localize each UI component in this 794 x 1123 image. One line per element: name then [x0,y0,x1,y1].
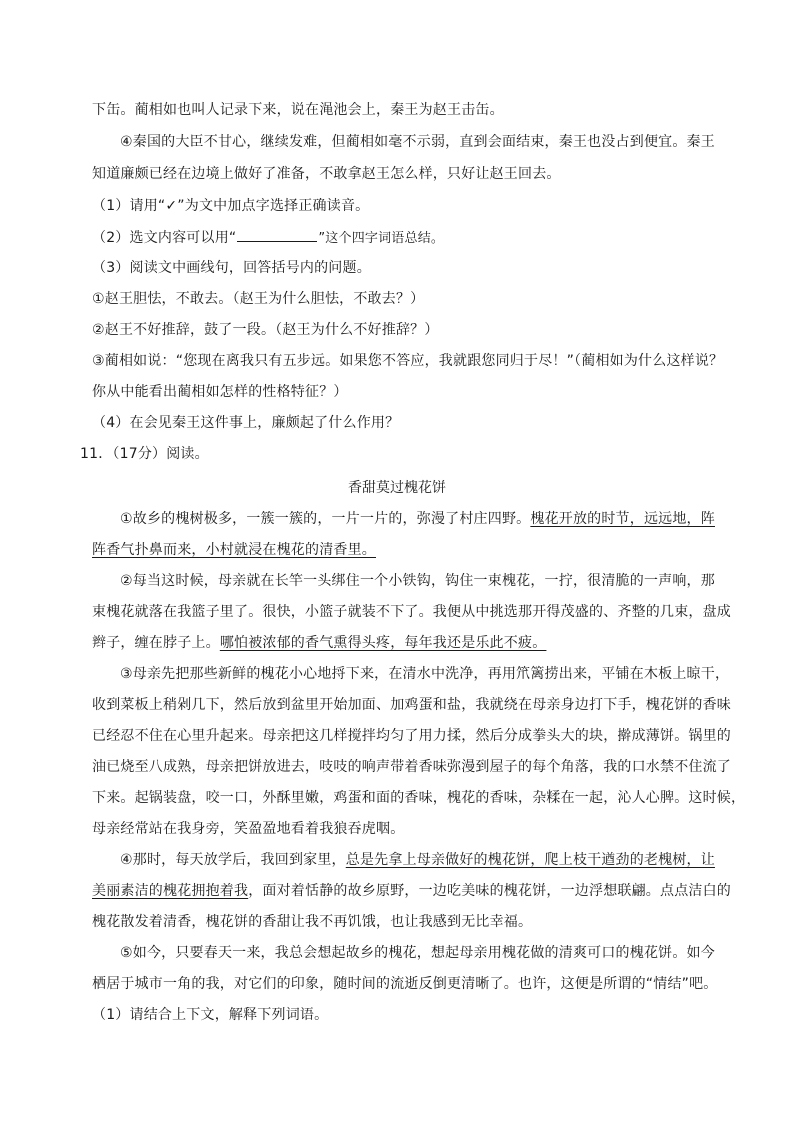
passage-line: 下缶。蔺相如也叫人记录下来，说在渑池会上，秦王为赵王击缶。 [92,102,504,118]
paragraph-3-line-5: 下来。起锅装盘，咬一口，外酥里嫩，鸡蛋和面的香味，槐花的香味，杂糅在一起，沁人心脾。这时候， [92,790,746,806]
question-10-3: （3）阅读文中画线句，回答括号内的问题。 [92,260,371,276]
paragraph-4-line-3: 槐花散发着清香，槐花饼的香甜让我不再饥饿，也让我感到无比幸福。 [92,914,533,930]
paragraph-3-line-1: ③母亲先把那些新鲜的槐花小心地捋下来，在清水中洗净，再用笊篱捞出来，平铺在木板上晾干， [120,666,730,682]
question-10-2-prefix: （2）选文内容可以用“ [92,230,237,246]
underlined-sentence: 美丽素洁的槐花拥抱着我 [92,883,249,899]
paragraph-3-line-6: 母亲经常站在我身旁，笑盈盈地看着我狼吞虎咽。 [92,821,405,837]
passage-paragraph-4-line-1: ④秦国的大臣不甘心，继续发难，但蔺相如毫不示弱，直到会面结束，秦王也没占到便宜。秦王 [120,134,715,150]
paragraph-2-line-2: 束槐花就落在我篮子里了。很快，小篮子就装不下了。我便从中挑选那开得茂盛的、齐整的几束，盘成 [92,604,731,620]
paragraph-2-line-3 [92,633,722,653]
paragraph-4-line-1 [120,850,722,870]
paragraph-3-line-3: 已经忍不住在心里升起来。母亲把这几样搅拌均匀了用力揉，然后分成拳头大的块，擀成薄饼。锅里的 [92,728,731,744]
paragraph-5-line-1: ⑤如今，只要春天一来，我总会想起故乡的槐花，想起母亲用槐花做的清爽可口的槐花饼。如今 [120,945,715,961]
paragraph-3-line-4: 油已烧至八成熟，母亲把饼放进去，吱吱的响声带着香味弥漫到屋子的每个角落，我的口水禁不住流了 [92,759,731,775]
question-10-1: （1）请用“✓”为文中加点字选择正确读音。 [92,198,370,214]
paragraph-2-text: 辫子，缠在脖子上。 [92,635,220,651]
question-10-2 [92,227,722,249]
paragraph-2-line-1: ②每当这时候，母亲就在长竿一头绑住一个小铁钩，钩住一束槐花，一拧，很清脆的一声响，那 [120,573,715,589]
paragraph-3-line-2: 收到菜板上稍剁几下，然后放到盆里开始加面、加鸡蛋和盐，我就绕在母亲身边打下手，槐花饼的香味 [92,697,731,713]
underlined-sentence: 阵香气扑鼻而来，小村就浸在槐花的清香里。 [92,542,376,558]
underlined-sentence: 哪怕被浓郁的香气熏得头疼，每年我还是乐此不疲。 [219,635,547,651]
question-10-3-sentence-3-line-1: ③蔺相如说：“您现在离我只有五步远。如果您不答应，我就跟您同归于尽！”（蔺相如为什么这样说？ [92,353,724,369]
question-10-2-suffix: ”这个四字词语总结。 [318,231,445,246]
question-10-3-sentence-1: ①赵王胆怯，不敢去。（赵王为什么胆怯，不敢去？） [92,291,425,307]
paragraph-4-line-2 [92,881,732,901]
paragraph-4-text: ，面对着恬静的故乡原野，一边吃美味的槐花饼，一边浮想联翩。点点洁白的 [248,883,732,899]
answer-blank[interactable] [237,227,317,242]
question-10-3-sentence-3-line-2: 你从中能看出蔺相如怎样的性格特征？） [92,384,348,400]
passage-paragraph-4-line-2: 知道廉颇已经在边境上做好了准备，不敢拿赵王怎么样，只好让赵王回去。 [92,166,561,182]
underlined-sentence: 总是先拿上母亲做好的槐花饼，爬上枝干遒劲的老槐树，让 [345,852,715,868]
paragraph-4-text: ④那时，每天放学后，我回到家里， [120,852,346,868]
question-10-3-sentence-2: ②赵王不好推辞，鼓了一段。（赵王为什么不好推辞？） [92,322,439,338]
paragraph-1-text: ①故乡的槐树极多，一簇一簇的，一片一片的，弥漫了村庄四野。 [120,511,531,527]
paragraph-1-line-1 [120,509,722,529]
question-11-1: （1）请结合上下文，解释下列词语。 [92,1007,329,1023]
underlined-sentence: 槐花开放的时节，远远地，阵 [530,511,715,527]
passage-title: 香甜莫过槐花饼 [348,480,446,496]
question-11-header: 11．（17分）阅读。 [80,446,209,462]
question-10-4: （4）在会见秦王这件事上，廉颇起了什么作用？ [92,415,400,431]
paragraph-1-line-2 [92,540,722,560]
paragraph-5-line-2: 栖居于城市一角的我，对它们的印象，随时间的流逝反倒更清晰了。也许，这便是所谓的“情结”吧。 [92,976,718,992]
